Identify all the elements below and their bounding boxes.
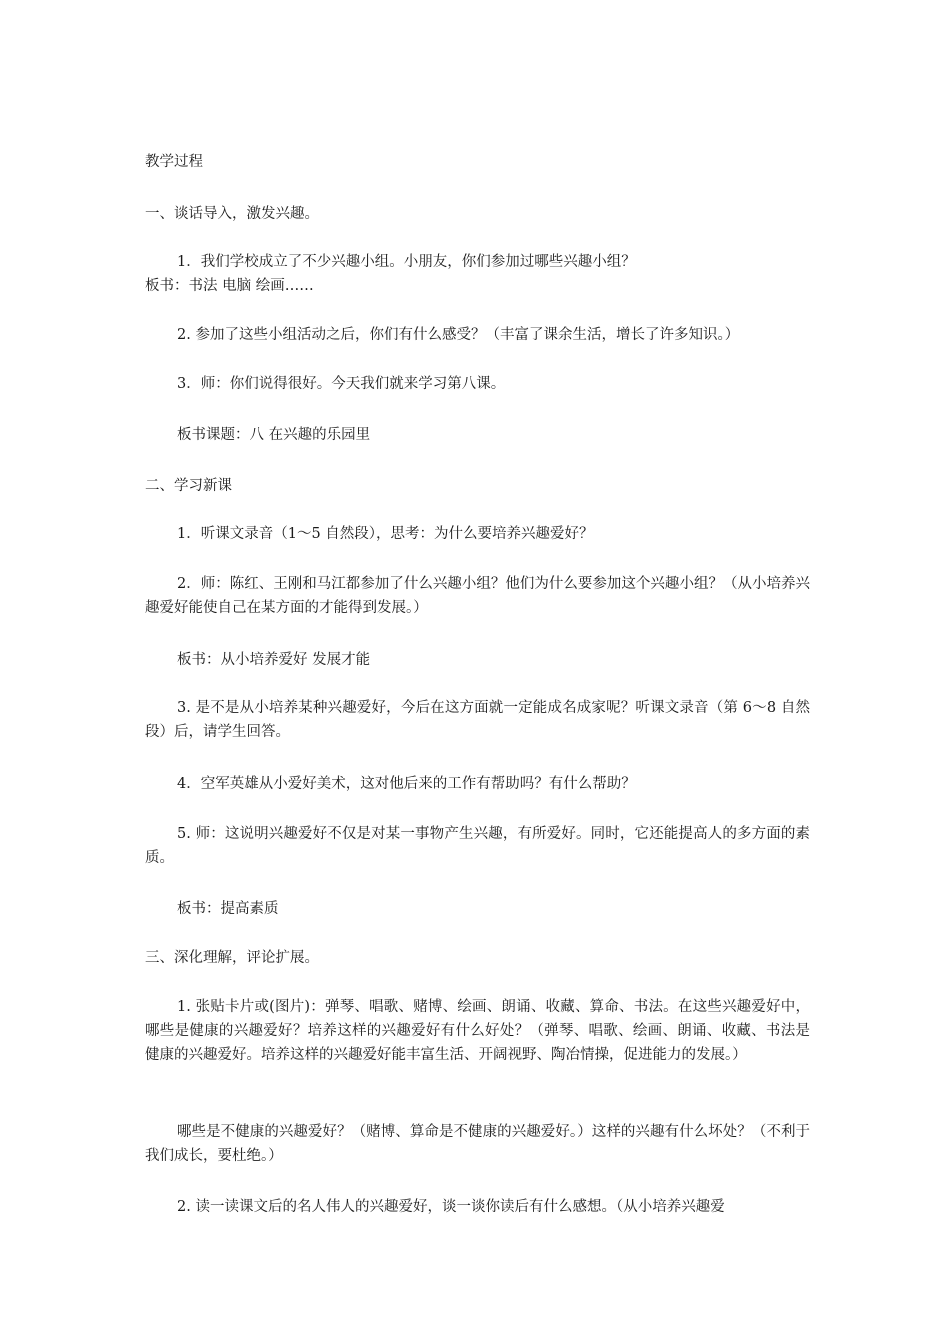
section2-item4: 4．空军英雄从小爱好美术，这对他后来的工作有帮助吗？有什么帮助？ [177,776,636,792]
section1-item2: 2. 参加了这些小组活动之后，你们有什么感受？（丰富了课余生活，增长了许多知识。） [177,327,740,343]
document-title: 教学过程 [145,154,203,170]
section2-item5: 5. 师：这说明兴趣爱好不仅是对某一事物产生兴趣，有所爱好。同时，它还能提高人的多方面的素质。 [145,826,810,866]
section3-item1: 1. 张贴卡片或(图片)：弹琴、唱歌、赌博、绘画、朗诵、收藏、算命、书法。在这些兴趣爱好中，哪些是健康的兴趣爱好？培养这样的兴趣爱好有什么好处？（弹琴、唱歌、绘画、朗诵、收藏、书法是健康的兴趣爱好。培养这样的兴趣爱好能丰富生活、开阔视野、陶冶情操，促进能力的发展。） [145,999,810,1063]
section1-heading: 一、谈话导入，激发兴趣。 [145,206,319,222]
section1-item1: 1．我们学校成立了不少兴趣小组。小朋友，你们参加过哪些兴趣小组？ [177,254,636,270]
section3-para1: 哪些是不健康的兴趣爱好？（赌博、算命是不健康的兴趣爱好。）这样的兴趣有什么坏处？（不利于我们成长，要杜绝。） [145,1124,810,1164]
section1-board1: 板书：书法 电脑 绘画…… [145,278,314,294]
section1-item3: 3．师：你们说得很好。今天我们就来学习第八课。 [177,376,506,392]
section2-board2: 板书：提高素质 [177,901,279,917]
section2-board1: 板书：从小培养爱好 发展才能 [177,652,371,668]
section2-item1: 1．听课文录音（1～5 自然段），思考：为什么要培养兴趣爱好？ [177,526,594,542]
section2-item3: 3. 是不是从小培养某种兴趣爱好，今后在这方面就一定能成名成家呢？听课文录音（第 6～8 自然段）后，请学生回答。 [145,700,810,740]
section2-item2: 2．师：陈红、王刚和马江都参加了什么兴趣小组？他们为什么要参加这个兴趣小组？（从小培养兴趣爱好能使自己在某方面的才能得到发展。） [145,576,810,616]
section2-heading: 二、学习新课 [145,478,232,494]
section1-board2: 板书课题：八 在兴趣的乐园里 [177,427,371,443]
section3-item2: 2. 读一读课文后的名人伟人的兴趣爱好，谈一谈你读后有什么感想。（从小培养兴趣爱 [177,1199,725,1215]
section3-heading: 三、深化理解，评论扩展。 [145,950,319,966]
